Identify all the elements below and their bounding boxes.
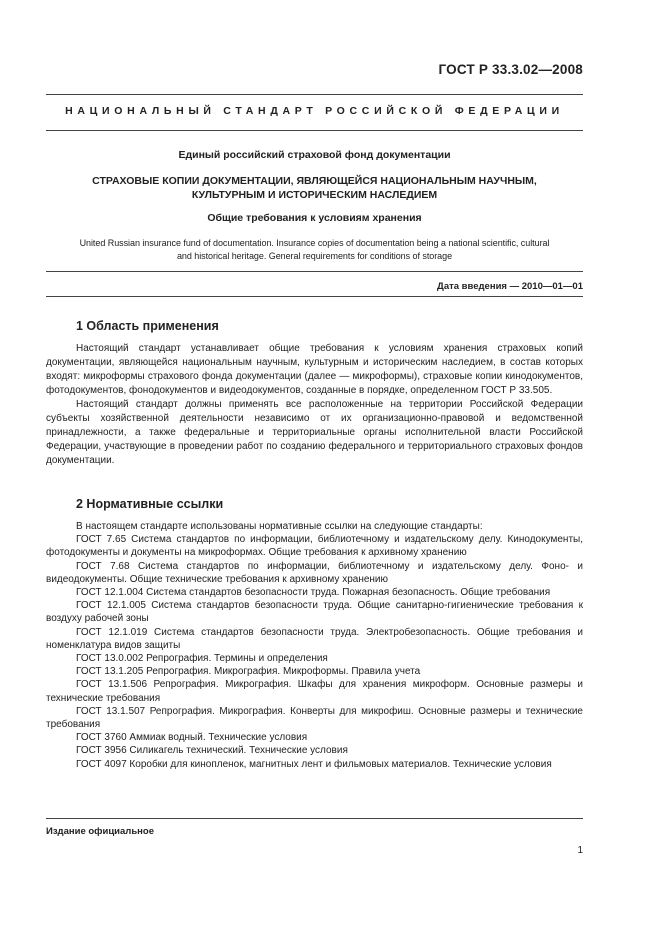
subtitle: Общие требования к условиям хранения [207, 212, 422, 224]
reference-item: ГОСТ 7.68 Система стандартов по информации, библиотечному и издательскому делу. Фоно- и видеодокументы. Общие технические требования к архивному хранению [46, 560, 583, 585]
title-rule [46, 271, 583, 272]
english-title-line-1: United Russian insurance fund of documentation. Insurance copies of documentation being a national scientific, cultural [79, 238, 550, 248]
reference-item: ГОСТ 3956 Силикагель технический. Технические условия [76, 745, 348, 757]
top-rule [46, 94, 583, 95]
paragraph: Настоящий стандарт должны применять все расположенные на территории Российской Федерации субъекты хозяйственной деятельности независимо от их организационно-правовой и ведомственной принадлежности, а также федеральные и территориальные органы исполнительной власти Российской Федерации, участвующие в проведении работ по созданию федерального и территориального страховых фондов документации. [46, 399, 583, 466]
reference-item: ГОСТ 12.1.005 Система стандартов безопасности труда. Общие санитарно-гигиенические требования к воздуху рабочей зоны [46, 600, 583, 625]
page-number: 1 [577, 845, 583, 856]
edition-label: Издание официальное [46, 826, 154, 837]
reference-item: ГОСТ 13.1.205 Репрография. Микрография. Микроформы. Правила учета [76, 666, 421, 678]
main-title-line-1: СТРАХОВЫЕ КОПИИ ДОКУМЕНТАЦИИ, ЯВЛЯЮЩЕЙСЯ НАЦИОНАЛЬНЫМ НАУЧНЫМ, [92, 175, 537, 187]
reference-item: ГОСТ 13.1.506 Репрография. Микрография. Шкафы для хранения микроформ. Основные размеры и технические требования [46, 679, 583, 704]
reference-item: ГОСТ 13.0.002 Репрография. Термины и определения [76, 653, 328, 665]
reference-item: ГОСТ 13.1.507 Репрография. Микрография. Конверты для микрофиш. Основные размеры и технические требования [46, 705, 583, 731]
reference-item: ГОСТ 12.1.019 Система стандартов безопасности труда. Электробезопасность. Общие требования и номенклатура видов защиты [46, 626, 583, 651]
paragraph: Настоящий стандарт устанавливает общие требования к условиям хранения страховых копий документации, являющейся национальным научным, культурным и историческим наследием, в состав которых входят: микроформы страхового фонда документации (далее — микроформы), страховые копии кинодокументов, фотодокументов, фонодокументов и видеодокументов, созданные в порядке, определенном ГОСТ Р 33.505. [46, 343, 583, 396]
fund-title: Единый российский страховой фонд документации [178, 149, 451, 161]
section-heading: 2 Нормативные ссылки [76, 497, 224, 511]
standard-banner: НАЦИОНАЛЬНЫЙ СТАНДАРТ РОССИЙСКОЙ ФЕДЕРАЦИИ [65, 105, 564, 117]
section-normative-references [46, 494, 583, 771]
main-title [46, 174, 583, 202]
section-heading: 1 Область применения [76, 319, 219, 333]
banner-rule [46, 130, 583, 131]
section-scope [46, 316, 583, 468]
english-title [46, 237, 583, 263]
reference-item: ГОСТ 4097 Коробки для кинопленок, магнитных лент и фильмовых материалов. Технические условия [76, 758, 552, 770]
intro-date: Дата введения — 2010—01—01 [437, 281, 583, 292]
reference-item: ГОСТ 3760 Аммиак водный. Технические условия [76, 732, 308, 744]
reference-item: ГОСТ 12.1.004 Система стандартов безопасности труда. Пожарная безопасность. Общие требования [76, 587, 551, 599]
main-title-line-2: КУЛЬТУРНЫМ И ИСТОРИЧЕСКИМ НАСЛЕДИЕМ [191, 189, 438, 201]
english-title-line-2: and historical heritage. General requirements for conditions of storage [176, 251, 453, 261]
references-lead: В настоящем стандарте использованы нормативные ссылки на следующие стандарты: [76, 521, 483, 532]
reference-item: ГОСТ 7.65 Система стандартов по информации, библиотечному и издательскому делу. Кинодокументы, фотодокументы и документы на микроформах. Общие требования к архивному хранению [46, 534, 583, 559]
document-number: ГОСТ Р 33.3.02—2008 [438, 62, 583, 77]
footer-rule [46, 818, 583, 819]
date-rule [46, 296, 583, 297]
